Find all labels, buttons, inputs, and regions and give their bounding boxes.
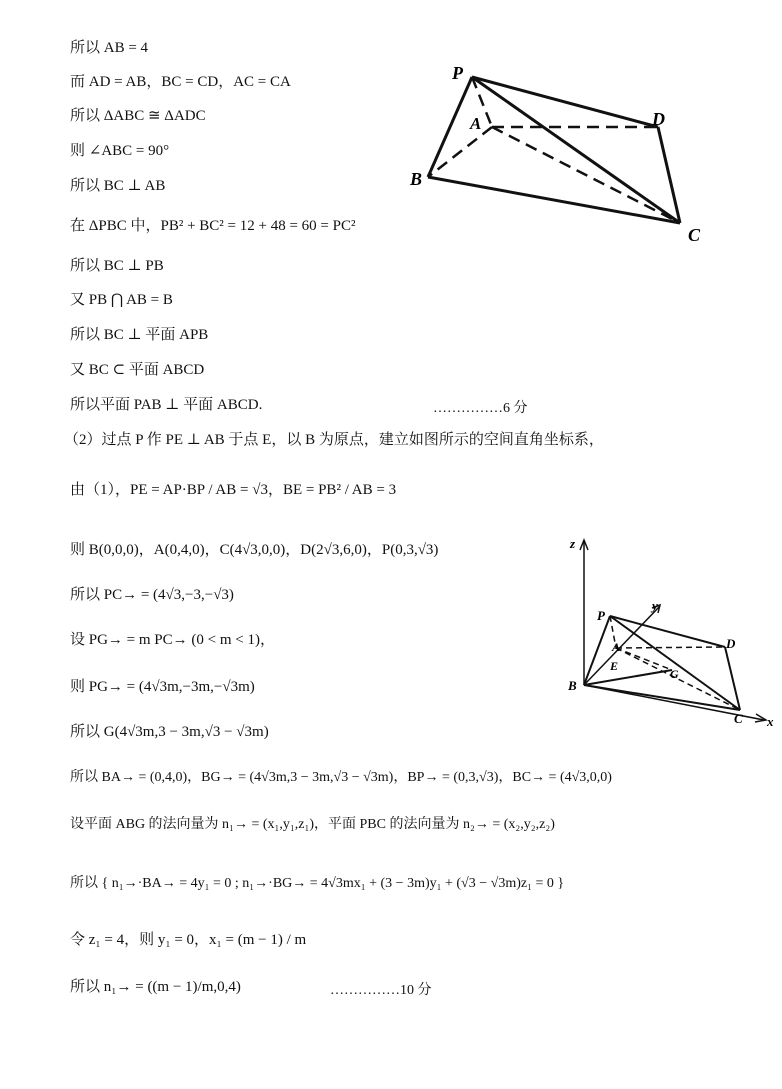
fig2-label-e: E — [610, 659, 619, 673]
fig1-label-c: C — [688, 225, 701, 245]
line-13: 由（1），PE = AP·BP / AB = √3，BE = PB² / AB = 3 — [70, 482, 397, 498]
line-23: 所以 n₁→ = ((m − 1)/m,0,4) — [70, 979, 241, 995]
line-15: 所以 PC→ = (4√3,−3,−√3) — [70, 587, 234, 603]
fig1-label-p: P — [452, 63, 463, 83]
line-22: 令 z₁ = 4，则 y₁ = 0，x₁ = (m − 1) / m — [70, 932, 307, 948]
fig2-label-a: A — [612, 640, 621, 654]
line-8: 又 PB ⋂ AB = B — [70, 292, 173, 308]
fig1-label-a: A — [470, 114, 482, 133]
line-1: 所以 AB = 4 — [70, 40, 149, 56]
pyramid-figure — [400, 55, 720, 255]
fig1-label-b: B — [410, 169, 423, 189]
fig2-label-y: y — [652, 598, 658, 613]
fig2-label-g: G — [670, 667, 679, 681]
fig2-label-b: B — [568, 678, 577, 693]
line-17: 则 PG→ = (4√3m,−3m,−√3m) — [70, 679, 255, 695]
fig1-label-d: D — [652, 109, 665, 129]
line-5: 所以 BC ⊥ AB — [70, 178, 166, 194]
fig2-label-p: P — [597, 608, 605, 623]
line-20: 设平面 ABG 的法向量为 n₁→ = (x₁,y₁,z₁)，平面 PBC 的法向量为 n₂→ = (x₂,y₂,z₂) — [70, 817, 555, 832]
line-9: 所以 BC ⊥ 平面 APB — [70, 327, 209, 343]
line-6: 在 ΔPBC 中，PB² + BC² = 12 + 48 = 60 = PC² — [70, 218, 356, 234]
coordinate-figure — [560, 530, 782, 730]
fig2-label-d: D — [726, 636, 736, 651]
line-21: 所以 { n₁→·BA→ = 4y₁ = 0 ; n₁→·BG→ = 4√3mx₁ + (3 − 3m)y₁ + (√3 − √3m)z₁ = 0 } — [70, 876, 565, 891]
fig2-label-x: x — [767, 714, 774, 729]
line-18: 所以 G(4√3m,3 − 3m,√3 − √3m) — [70, 724, 269, 740]
line-14: 则 B(0,0,0)，A(0,4,0)，C(4√3,0,0)，D(2√3,6,0)，P(0,3,√3) — [70, 542, 439, 558]
line-12: （2）过点 P 作 PE ⊥ AB 于点 E，以 B 为原点，建立如图所示的空间直角坐标系， — [64, 432, 604, 448]
line-7: 所以 BC ⊥ PB — [70, 258, 164, 274]
line-19: 所以 BA→ = (0,4,0)，BG→ = (4√3m,3 − 3m,√3 − √3m)，BP→ = (0,3,√3)，BC→ = (4√3,0,0) — [70, 770, 612, 785]
line-11: 所以平面 PAB ⊥ 平面 ABCD. — [70, 397, 263, 413]
line-2: 而 AD = AB，BC = CD，AC = CA — [70, 74, 291, 90]
fig2-label-c: C — [734, 711, 743, 726]
line-4: 则 ∠ABC = 90° — [70, 143, 170, 159]
score-6: ……………6 分 — [433, 401, 528, 416]
line-10: 又 BC ⊂ 平面 ABCD — [70, 362, 205, 378]
fig2-label-z: z — [570, 536, 576, 551]
line-3: 所以 ΔABC ≅ ΔADC — [70, 108, 206, 124]
score-10: ……………10 分 — [330, 983, 432, 998]
line-16: 设 PG→ = m PC→ (0 < m < 1)， — [70, 632, 275, 648]
